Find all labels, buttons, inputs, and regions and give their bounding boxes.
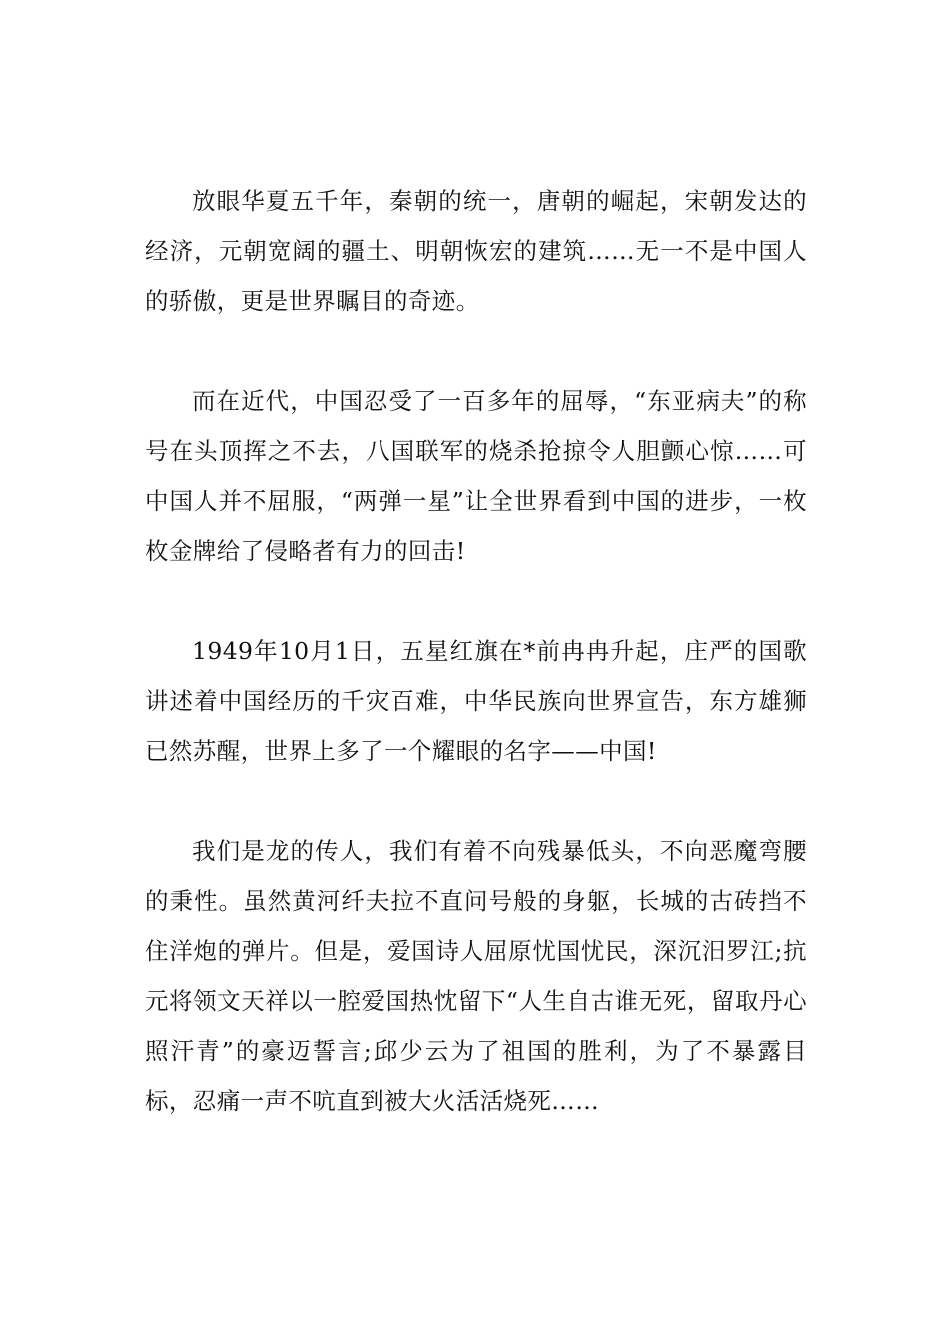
paragraph-1: 放眼华夏五千年，秦朝的统一，唐朝的崛起，宋朝发达的经济，元朝宽阔的疆土、明朝恢宏的建筑……无一不是中国人的骄傲，更是世界瞩目的奇迹。 bbox=[145, 187, 807, 315]
paragraph-4: 我们是龙的传人，我们有着不向残暴低头，不向恶魔弯腰的秉性。虽然黄河纤夫拉不直问号般的身躯，长城的古砖挡不住洋炮的弹片。但是，爱国诗人屈原忧国忧民，深沉汨罗江;抗元将领文天祥以一腔爱国热忱留下“人生自古谁无死，留取丹心照汗青”的豪迈誓言;邱少云为了祖国的胜利，为了不暴露目标，忍痛一声不吭直到被大火活活烧死…… bbox=[145, 837, 807, 1115]
paragraph-3: 1949年10月1日，五星红旗在*前冉冉升起，庄严的国歌讲述着中国经历的千灾百难，中华民族向世界宣告，东方雄狮已然苏醒，世界上多了一个耀眼的名字——中国! bbox=[145, 637, 807, 765]
document-body bbox=[145, 176, 807, 1126]
paragraph-2: 而在近代，中国忍受了一百多年的屈辱，“东亚病夫”的称号在头顶挥之不去，八国联军的烧杀抢掠令人胆颤心惊……可中国人并不屈服，“两弹一星”让全世界看到中国的进步，一枚枚金牌给了侵略者有力的回击! bbox=[145, 387, 807, 565]
